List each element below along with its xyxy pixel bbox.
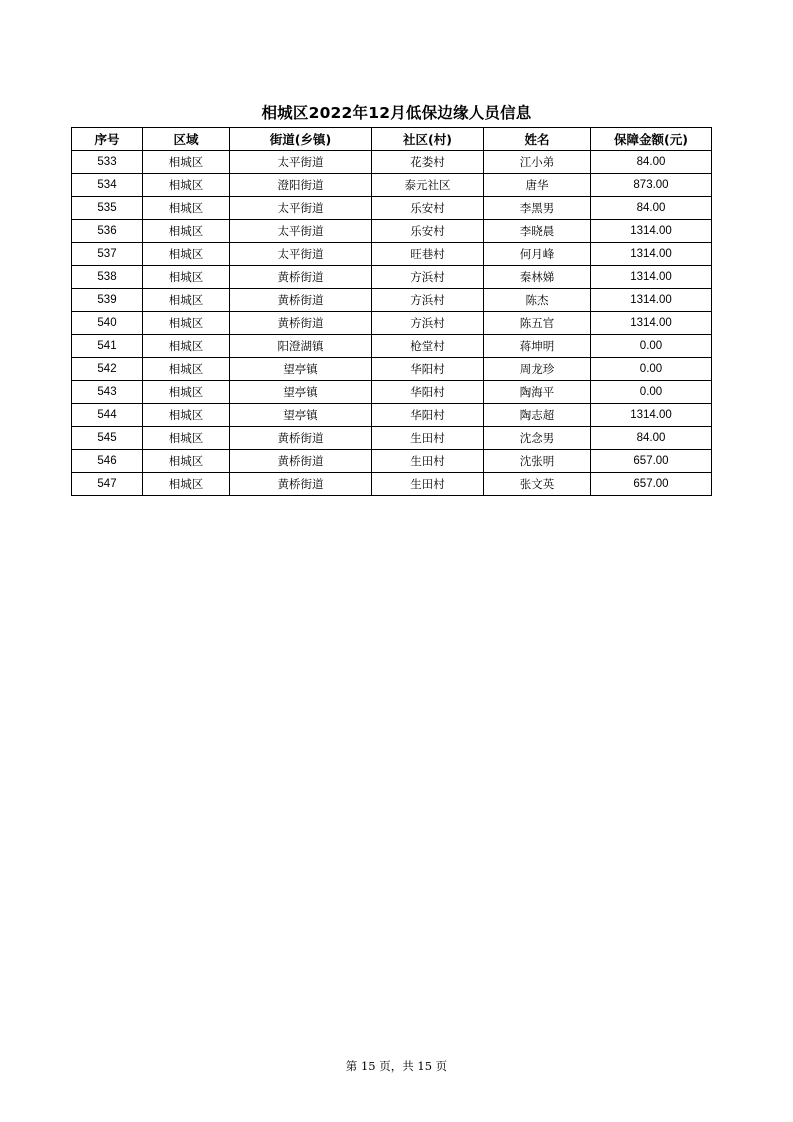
cell-name: 沈张明 (484, 450, 591, 473)
cell-district: 相城区 (143, 404, 230, 427)
header-name: 姓名 (484, 128, 591, 151)
cell-district: 相城区 (143, 473, 230, 496)
cell-community: 华阳村 (372, 404, 484, 427)
cell-community: 乐安村 (372, 197, 484, 220)
table-body (72, 151, 712, 496)
cell-district: 相城区 (143, 381, 230, 404)
cell-district: 相城区 (143, 358, 230, 381)
cell-amount: 1314.00 (591, 243, 712, 266)
cell-community: 生田村 (372, 427, 484, 450)
cell-street: 太平街道 (230, 220, 372, 243)
table-row (72, 266, 712, 289)
cell-community: 泰元社区 (372, 174, 484, 197)
cell-community: 旺巷村 (372, 243, 484, 266)
cell-serial-no: 545 (72, 427, 143, 450)
cell-name: 江小弟 (484, 151, 591, 174)
document-title: 相城区2022年12月低保边缘人员信息 (261, 104, 532, 122)
table-row (72, 220, 712, 243)
cell-amount: 0.00 (591, 335, 712, 358)
cell-amount: 1314.00 (591, 220, 712, 243)
cell-amount: 657.00 (591, 450, 712, 473)
table-row (72, 427, 712, 450)
cell-amount: 0.00 (591, 358, 712, 381)
table-row (72, 381, 712, 404)
header-amount: 保障金额(元) (591, 128, 712, 151)
cell-serial-no: 547 (72, 473, 143, 496)
cell-community: 华阳村 (372, 358, 484, 381)
cell-district: 相城区 (143, 197, 230, 220)
cell-serial-no: 542 (72, 358, 143, 381)
cell-serial-no: 543 (72, 381, 143, 404)
cell-name: 蒋坤明 (484, 335, 591, 358)
cell-street: 澄阳街道 (230, 174, 372, 197)
cell-amount: 84.00 (591, 427, 712, 450)
cell-name: 秦林娣 (484, 266, 591, 289)
cell-amount: 1314.00 (591, 289, 712, 312)
cell-street: 黄桥街道 (230, 289, 372, 312)
cell-amount: 84.00 (591, 151, 712, 174)
cell-street: 黄桥街道 (230, 450, 372, 473)
table-row (72, 174, 712, 197)
cell-street: 望亭镇 (230, 381, 372, 404)
cell-name: 周龙珍 (484, 358, 591, 381)
cell-name: 陶志超 (484, 404, 591, 427)
cell-community: 乐安村 (372, 220, 484, 243)
cell-name: 陈五官 (484, 312, 591, 335)
cell-community: 方浜村 (372, 266, 484, 289)
cell-serial-no: 546 (72, 450, 143, 473)
cell-street: 望亭镇 (230, 404, 372, 427)
cell-serial-no: 537 (72, 243, 143, 266)
table-row (72, 358, 712, 381)
table-row (72, 151, 712, 174)
cell-serial-no: 544 (72, 404, 143, 427)
table-row (72, 473, 712, 496)
cell-community: 华阳村 (372, 381, 484, 404)
table-row (72, 335, 712, 358)
cell-community: 枪堂村 (372, 335, 484, 358)
cell-street: 太平街道 (230, 243, 372, 266)
cell-street: 黄桥街道 (230, 266, 372, 289)
table-row (72, 197, 712, 220)
table-row (72, 289, 712, 312)
cell-serial-no: 533 (72, 151, 143, 174)
cell-name: 陈杰 (484, 289, 591, 312)
table-row (72, 312, 712, 335)
cell-street: 太平街道 (230, 151, 372, 174)
table-row (72, 243, 712, 266)
cell-amount: 1314.00 (591, 312, 712, 335)
cell-district: 相城区 (143, 151, 230, 174)
cell-district: 相城区 (143, 450, 230, 473)
header-serial-no: 序号 (72, 128, 143, 151)
cell-serial-no: 540 (72, 312, 143, 335)
cell-community: 生田村 (372, 450, 484, 473)
cell-serial-no: 536 (72, 220, 143, 243)
header-street: 街道(乡镇) (230, 128, 372, 151)
cell-district: 相城区 (143, 220, 230, 243)
low-income-edge-table (71, 127, 712, 496)
cell-amount: 0.00 (591, 381, 712, 404)
cell-name: 何月峰 (484, 243, 591, 266)
cell-serial-no: 538 (72, 266, 143, 289)
cell-amount: 657.00 (591, 473, 712, 496)
cell-district: 相城区 (143, 335, 230, 358)
cell-street: 太平街道 (230, 197, 372, 220)
header-community: 社区(村) (372, 128, 484, 151)
cell-name: 李晓晨 (484, 220, 591, 243)
cell-district: 相城区 (143, 243, 230, 266)
cell-community: 花娄村 (372, 151, 484, 174)
cell-district: 相城区 (143, 174, 230, 197)
cell-serial-no: 535 (72, 197, 143, 220)
cell-district: 相城区 (143, 289, 230, 312)
cell-name: 张文英 (484, 473, 591, 496)
cell-amount: 873.00 (591, 174, 712, 197)
cell-name: 沈念男 (484, 427, 591, 450)
table-header-row (72, 128, 712, 151)
cell-community: 方浜村 (372, 312, 484, 335)
cell-amount: 1314.00 (591, 266, 712, 289)
cell-community: 方浜村 (372, 289, 484, 312)
cell-serial-no: 534 (72, 174, 143, 197)
page-number: 第 15 页，共 15 页 (345, 1059, 448, 1073)
cell-amount: 84.00 (591, 197, 712, 220)
cell-street: 黄桥街道 (230, 312, 372, 335)
cell-street: 望亭镇 (230, 358, 372, 381)
cell-street: 黄桥街道 (230, 473, 372, 496)
cell-district: 相城区 (143, 266, 230, 289)
table-row (72, 450, 712, 473)
cell-name: 唐华 (484, 174, 591, 197)
cell-street: 阳澄湖镇 (230, 335, 372, 358)
cell-district: 相城区 (143, 427, 230, 450)
cell-amount: 1314.00 (591, 404, 712, 427)
cell-serial-no: 541 (72, 335, 143, 358)
cell-district: 相城区 (143, 312, 230, 335)
cell-street: 黄桥街道 (230, 427, 372, 450)
cell-name: 李黑男 (484, 197, 591, 220)
cell-name: 陶海平 (484, 381, 591, 404)
table-row (72, 404, 712, 427)
header-district: 区域 (143, 128, 230, 151)
cell-community: 生田村 (372, 473, 484, 496)
cell-serial-no: 539 (72, 289, 143, 312)
